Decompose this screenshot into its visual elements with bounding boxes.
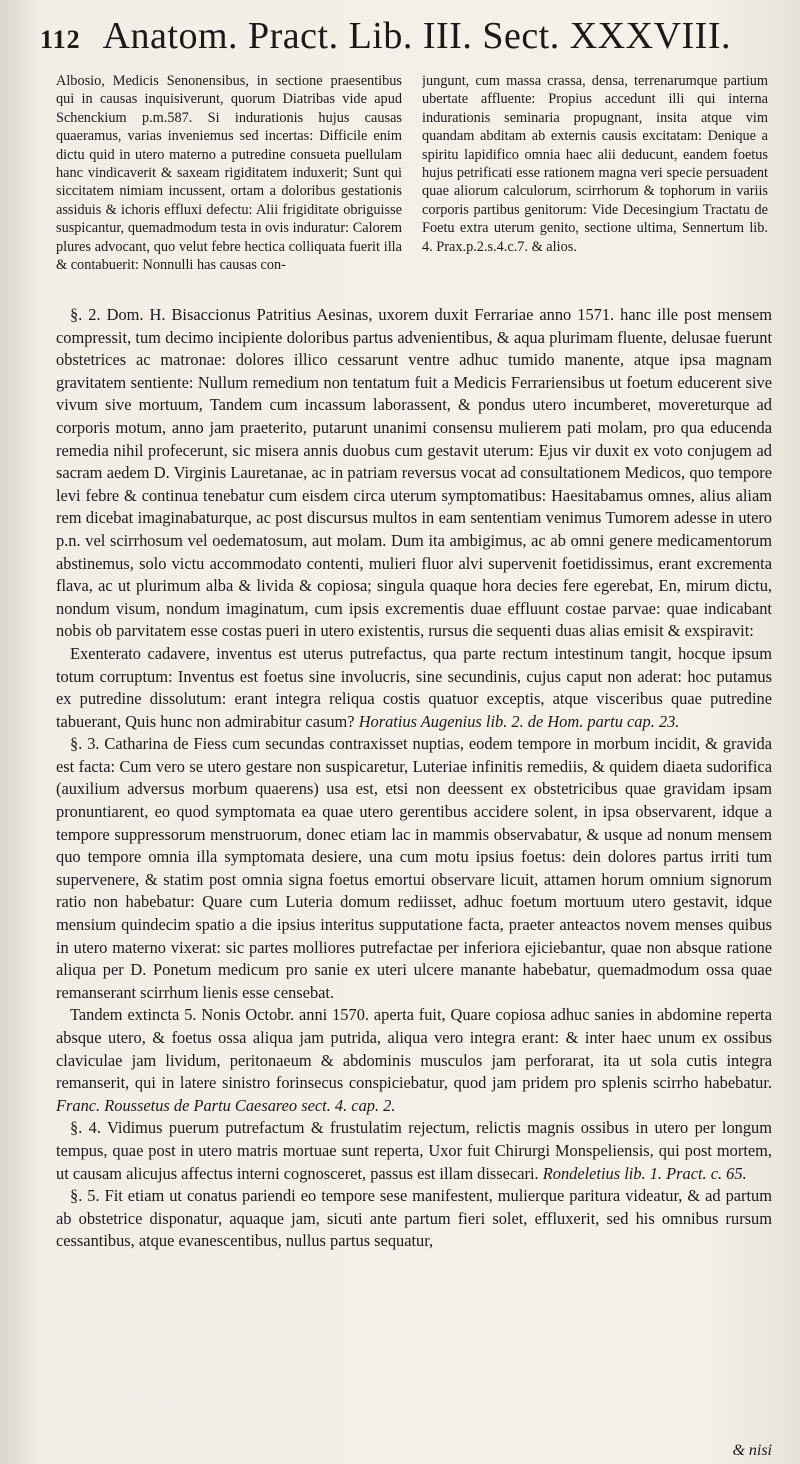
paragraph-text: §. 3. Catharina de Fiess cum secundas contraxisset nuptias, eodem tempore in morbum incidit, & gravida est facta: Cum vero se utero gestare non suspicaretur, Luteriae infinitis remediis, & quidem diaeta sudorifica (auxilium adversus morbum quaerens) usa est, etsi non deessent ex obstetricibus quae gravidam ipsam pronuntiarent, eo quod symptomata ea quae utero gerentibus accidere solent, in ipsa observarent, idque a tempore suppressorum menstruorum, donec etiam lac in mammis observabatur, & usque ad nonum mensem quo tempore omnia illa symptomata desiere, una cum motu ipsius foetus: dein dolores partus irriti tum supervenere, & statim post omnia signa foetus emortui observare licuit, attamen horum omnium signorum ratio non habebatur: Quare cum Luteria domum rediisset, adhuc foetum mortuum utero gestavit, idque mensium quindecim spatio a die ipsius interitus supputatione facta, praeter anteactos novem menses quibus in utero materno vixerat: sic partes molliores putrefactae per inferiora ejiciebantur, quae non absque ratione aliqua per D. Ponetum medicum pro sanie ex uteri ulcere manante habebatur, quemadmodum ossa quae remanserant scirrhum lienis esse censebat.	[56, 734, 772, 1002]
section-2-paragraph	[56, 304, 772, 643]
section-4-paragraph	[56, 1117, 772, 1185]
section-3-autopsy-paragraph	[56, 1004, 772, 1117]
paragraph-text: Exenterato cadavere, inventus est uterus putrefactus, qua parte rectum intestinum tangit, hocque ipsum totum corruptum: Inventus est foetus sine involucris, sine secundinis, cujus caput non aderat: hoc putamus ex putredine dissolutum: erant integra reliqua costis quatuor exceptis, atque visceribus quae putredine tabuerant, Quis hunc non admirabitur casum?	[56, 643, 772, 731]
right-column: jungunt, cum massa crassa, densa, terrenarumque partium ubertate affluente: Propius accedunt illi qui interna indurationis seminaria propugnant, insita atque vim quandam abditam ab externis causis excitatam: Denique a spiritu lapidifico omnia haec alii deducunt, eandem foetus hujus petrificati esse rationem magna veri specie persuadent quae aliorum calculorum, scirrhorum & tophorum in variis corporis partibus genitorum: Vide Decesingium Tractatu de Foetu extra uterum genito, sectione ultima, Sennertum lib. 4. Prax.p.2.s.4.c.7. & alios.	[422, 73, 768, 255]
catchword: & nisi	[732, 1442, 772, 1459]
citation: Horatius Augenius lib. 2. de Hom. partu cap. 23.	[358, 711, 680, 731]
paragraph-text: §. 2. Dom. H. Bisaccionus Patritius Aesinas, uxorem duxit Ferrariae anno 1571. hanc ille post mensem compressit, tum decimo incipiente doloribus partus advenientibus, & aqua plurimam fluente, delusae fuerunt obstetrices ac matronae: dolores illico cessarunt ventre adhuc tumido manente, atque ipsa magnam gravitatem sentiente: Nullum remedium non tentatum fuit a Medicis Ferrariensibus ut foetum educerent sive vivum sive mortuum, Tandem cum incassum laborassent, & pondus utero incumberet, movereturque ad corporis motum, anno jam praeterito, putarunt unanimi consensu mulierem pati molam, pro qua educenda remedia nihil profecerunt, sic misera annis duobus cum gestavit uterum: Ejus vir duxit ex voto conjugem ad sacram aedem D. Virginis Lauretanae, ac in patriam reversus vocat ad consultationem Medicos, quo tempore levi febre & continua tenebatur cum eisdem circa uterum symptomatibus: Haesitabamus omnes, alius aliam rem dicebat imaginabaturque, ac post discursus multos in eam sententiam venimus Tumorem adesse in utero p.n. vel scirrhosum vel oedematosum, aut molam. Dum ita ambigimus, ac ab omni genere medicamentorum abstinemus, solo victu accommodato contenti, mulieri fluor alvi supervenit foetidissimus, erant excrementa flava, ac ut plurimum alba & livida & copiosa; singula quaque hora decies fere egerebat, En, mirum dictu, nondum visum, nondum imaginatum, cum ipsis excrementis duae effluunt costae parvae: quae indicabant nobis ob parvitatem esse costas pueri in utero existentis, rursus die sequenti duas alias emisit & exspiravit:	[56, 305, 772, 641]
paragraph-text: §. 5. Fit etiam ut conatus pariendi eo tempore sese manifestent, mulierque paritura videatur, & ad partum ab obstetrice disponatur, aquaque jam, sicuti ante partum fieri solet, effluxerit, sed his omnibus rursum cessantibus, atque evanescentibus, nullus partus sequatur,	[56, 1186, 772, 1251]
section-5-paragraph	[56, 1185, 772, 1253]
left-column: Albosio, Medicis Senonensibus, in sectione praesentibus qui in causas inquisiverunt, quorum Diatribas vide apud Schenckium p.m.587. Si indurationis hujus causas quaeramus, varias inveniemus sed incertas: Difficile enim dictu quid in utero materno a putredine consueta puellulam hanc vindicaverit & saxeam rigiditatem induxerit; Sunt qui siccitatem nimiam incussent, ortam a doloribus gestationis assiduis & ichoris effluxi defectu: Alii frigiditate obriguisse suspicantur, quemadmodum testa in ovis induratur: Calorem plures advocant, quo velut febre hectica colliquata fuerit illa & contabuerit: Nonnulli has causas con-	[56, 73, 402, 274]
paragraph-text: Tandem extincta 5. Nonis Octobr. anni 1570. aperta fuit, Quare copiosa adhuc sanies in abdomine reperta absque utero, & foetus ossa aliqua jam putrida, aliqua vero integra erant: & inter haec unum ex ossibus claviculae jam lividum, peritonaeum & abdominis musculos jam perforarat, ita ut sola cutis integra remanserit, qui in latere sinistro forinsecus conspiciebatur, quod jam pridem pro splenis scirrho habebatur.	[56, 1005, 772, 1093]
top-two-columns	[56, 72, 768, 298]
main-text	[56, 304, 772, 1454]
paragraph-text: §. 4. Vidimus puerum putrefactum & frustulatim rejectum, relictis magnis ossibus in utero per longum tempus, quae post in utero matris mortuae sunt reperta, Uxor fuit Chirurgi Monspeliensis, qui post mortem, ut causam alicujus affectus interni cognosceret, passus est illam dissecari.	[56, 1118, 772, 1183]
section-2-autopsy-paragraph	[56, 643, 772, 733]
citation: Rondeletius lib. 1. Pract. c. 65.	[542, 1163, 747, 1183]
page-header	[40, 14, 780, 66]
running-head: Anatom. Pract. Lib. III. Sect. XXXVIII.	[102, 15, 731, 57]
page-number: 112	[40, 25, 81, 54]
section-3-paragraph	[56, 733, 772, 1004]
citation: Franc. Roussetus de Partu Caesareo sect. 4. cap. 2.	[56, 1095, 396, 1115]
